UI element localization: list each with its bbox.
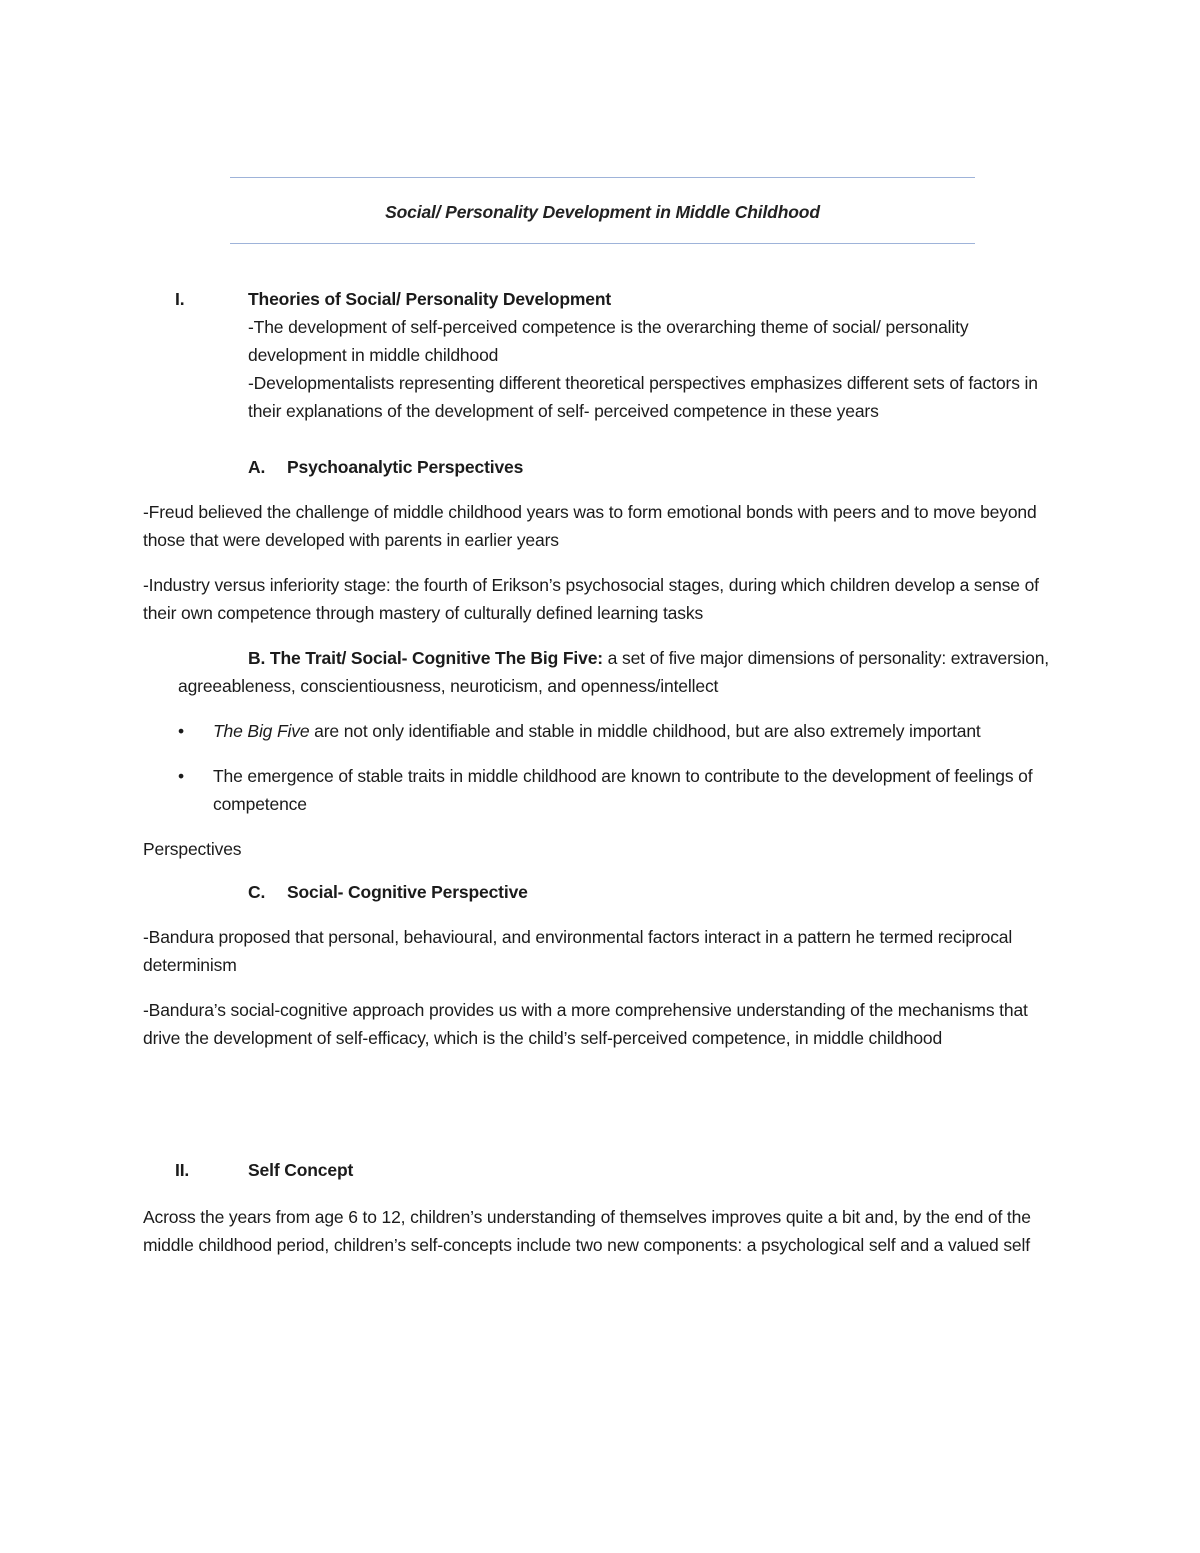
section-a-paragraph-2: -Industry versus inferiority stage: the fourth of Erikson’s psychosocial stages, during which children develop a sense of their own competence through mastery of culturally defined learning tasks <box>143 575 1039 623</box>
bullet-1-rest: are not only identifiable and stable in middle childhood, but are also extremely important <box>309 721 981 741</box>
bullet-1-italic: The Big Five <box>213 721 310 741</box>
section-i <box>175 285 1057 425</box>
section-ii-body <box>248 1156 1057 1184</box>
section-i-paragraph-2: -Developmentalists representing different theoretical perspectives emphasizes different sets of factors in their explanations of the development of self- perceived competence in these years <box>248 373 1038 421</box>
section-ii <box>175 1156 1057 1184</box>
section-i-paragraph-1: -The development of self-perceived competence is the overarching theme of social/ personality development in middle childhood <box>248 317 969 365</box>
document-title: Social/ Personality Development in Middle Childhood <box>385 202 820 222</box>
section-b-paragraph <box>178 644 1057 700</box>
section-c-paragraph-1: -Bandura proposed that personal, behavioural, and environmental factors interact in a pattern he termed reciprocal determinism <box>143 927 1013 975</box>
bullet-1-text <box>213 717 1057 745</box>
section-ii-heading: Self Concept <box>248 1160 354 1180</box>
section-i-heading: Theories of Social/ Personality Development <box>248 289 612 309</box>
section-b-heading-rest: a set of five major dimensions of personality: extraversion, agreeableness, conscientiousness, neuroticism, and openness/intellect <box>178 648 1050 696</box>
section-i-body <box>248 285 1057 425</box>
bullet-2-text: The emergence of stable traits in middle childhood are known to contribute to the development of feelings of competence <box>213 766 1033 814</box>
list-item-1 <box>178 717 1057 745</box>
section-c-letter: C. <box>248 882 266 902</box>
section-ii-paragraph-1: Across the years from age 6 to 12, children’s understanding of themselves improves quite a bit and, by the end of the middle childhood period, children’s self-concepts include two new components: a psychological self and a valued self <box>143 1207 1031 1255</box>
section-a-heading <box>248 453 1057 481</box>
section-b-heading-bold: B. The Trait/ Social- Cognitive The Big Five: <box>248 648 603 668</box>
section-a-letter: A. <box>248 457 266 477</box>
bullet-icon: • <box>178 766 184 786</box>
perspectives-line: Perspectives <box>143 839 242 859</box>
section-a-paragraph-1: -Freud believed the challenge of middle childhood years was to form emotional bonds with peers and to move beyond those that were developed with parents in earlier years <box>143 502 1037 550</box>
section-c-heading-text: Social- Cognitive Perspective <box>287 882 528 902</box>
section-ii-number: II. <box>175 1160 190 1180</box>
title-block <box>230 177 975 244</box>
section-a-heading-text: Psychoanalytic Perspectives <box>287 457 524 477</box>
bullet-icon: • <box>178 721 184 741</box>
section-c-heading <box>248 878 1057 906</box>
list-item-2 <box>178 762 1057 818</box>
section-c-paragraph-2: -Bandura’s social-cognitive approach provides us with a more comprehensive understanding of the mechanisms that drive the development of self-efficacy, which is the child’s self-perceived competence, in middle childhood <box>143 1000 1028 1048</box>
section-i-number: I. <box>175 289 185 309</box>
